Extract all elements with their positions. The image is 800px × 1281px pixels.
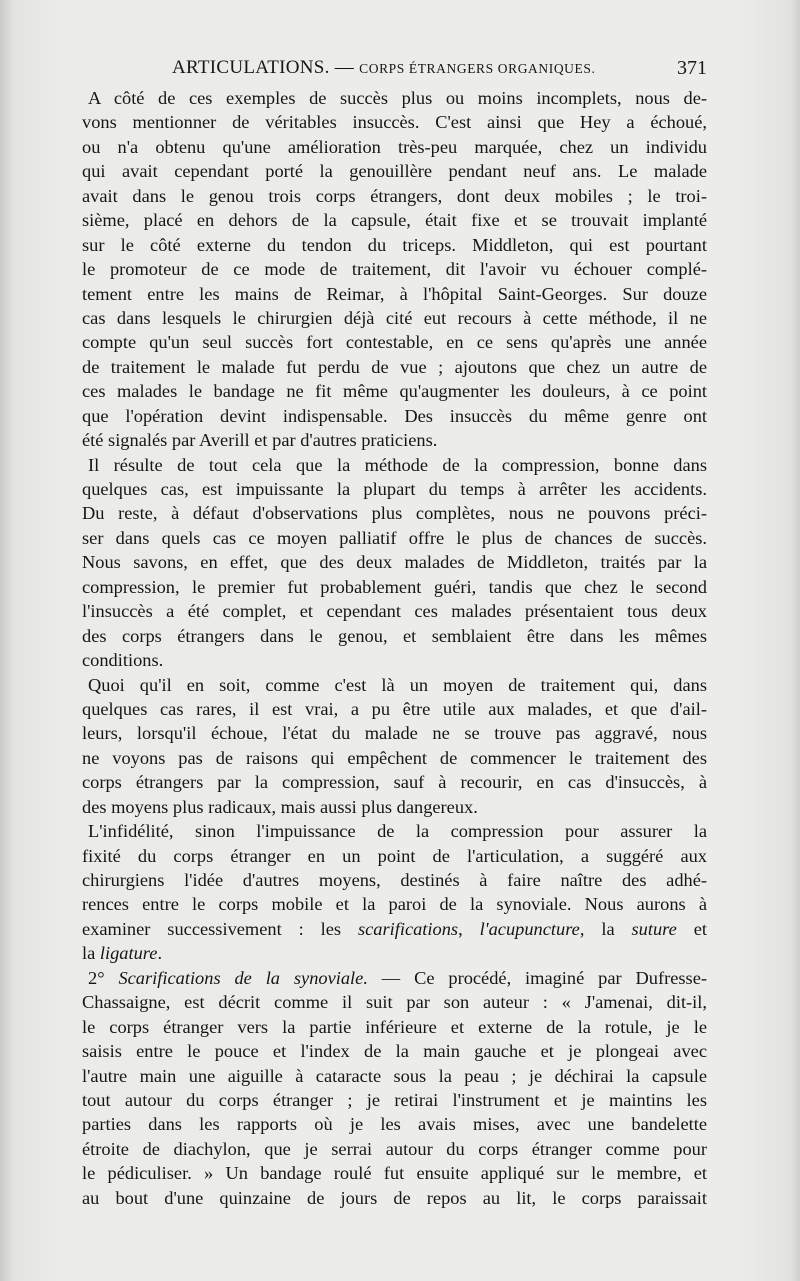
text-line: parties dans les rapports où je les avais mises, avec une bandelette: [82, 1114, 707, 1135]
text-line: le promoteur de ce mode de traitement, dit l'avoir vu échouer complé-: [82, 259, 707, 280]
text-line: Nous savons, en effet, que des deux malades de Middleton, traités par la: [82, 552, 707, 573]
text-line: avait dans le genou trois corps étrangers, dont deux mobiles ; le troi-: [82, 185, 707, 206]
text-line: saisis entre le pouce et l'index de la main gauche et je plongeai avec: [82, 1041, 707, 1062]
text-line: leurs, lorsqu'il échoue, l'état du malade ne se trouve pas aggravé, nous: [82, 723, 707, 744]
text-line: quelques cas rares, il est vrai, a pu être utile aux malades, et que d'ail-: [82, 698, 707, 719]
text-line: sième, placé en dehors de la capsule, était fixe et se trouvait implanté: [82, 210, 707, 231]
text-line: étroite de diachylon, que je serrai autour du corps étranger comme pour: [82, 1138, 707, 1159]
text-line: ser dans quels cas ce moyen palliatif offre le plus de chances de succès.: [82, 527, 707, 548]
page-text: [82, 86, 707, 1235]
term-suture: suture: [631, 918, 677, 939]
text-line: le pédiculiser. » Un bandage roulé fut ensuite appliqué sur le membre, et: [82, 1163, 707, 1184]
text-line: cas dans lesquels le chirurgien déjà cité eut recours à cette méthode, il ne: [82, 307, 707, 328]
text-line: le corps étranger vers la partie inférieure et externe de la rotule, je le: [82, 1016, 707, 1037]
section-heading: Scarifications de la synoviale.: [118, 967, 368, 988]
text-line: Il résulte de tout cela que la méthode de la compression, bonne dans: [88, 454, 707, 475]
running-subtitle: CORPS ÉTRANGERS ORGANIQUES.: [359, 61, 596, 76]
text-line: sur le côté externe du tendon du triceps. Middleton, qui est pourtant: [82, 234, 707, 255]
text-line: été signalés par Averill et par d'autres praticiens.: [82, 430, 438, 451]
text-line: conditions.: [82, 650, 164, 671]
term-acupuncture: l'acupuncture: [479, 918, 580, 939]
running-header: [82, 56, 707, 80]
text-line: examiner successivement : les scarifications, l'acupuncture, la suture et: [82, 918, 707, 939]
text-line: des corps étrangers dans le genou, et semblaient être dans les mêmes: [82, 625, 707, 646]
text-line: Quoi qu'il en soit, comme c'est là un moyen de traitement qui, dans: [88, 674, 707, 695]
text-line: l'autre main une aiguille à cataracte sous la peau ; je déchirai la capsule: [82, 1065, 707, 1086]
text-line: de traitement le malade fut perdu de vue ; ajoutons que chez un autre de: [82, 356, 707, 377]
text-line: tement entre les mains de Reimar, à l'hôpital Saint-Georges. Sur douze: [82, 283, 707, 304]
text-line: qui avait cependant porté la genouillère pendant neuf ans. Le malade: [82, 161, 707, 182]
text-line: fixité du corps étranger en un point de l'articulation, a suggéré aux: [82, 845, 707, 866]
text-line: ces malades le bandage ne fit même qu'augmenter les douleurs, à ce point: [82, 381, 707, 402]
text-line: quelques cas, est impuissante la plupart du temps à arrêter les accidents.: [82, 479, 707, 499]
text-line: L'infidélité, sinon l'impuissance de la compression pour assurer la: [88, 821, 707, 842]
page-number: 371: [677, 57, 707, 79]
text-line: des moyens plus radicaux, mais aussi plus dangereux.: [82, 796, 478, 817]
text-line: rences entre le corps mobile et la paroi de la synoviale. Nous aurons à: [82, 894, 707, 915]
term-scarifications: scarifications: [357, 918, 459, 939]
text-line: la ligature.: [82, 943, 163, 964]
text-line: au bout d'une quinzaine de jours de repos au lit, le corps paraissait: [82, 1187, 707, 1208]
text-line: ou n'a obtenu qu'une amélioration très-peu marquée, chez un individu: [82, 136, 707, 157]
text-line: l'insuccès a été complet, et cependant ces malades présentaient tous deux: [82, 601, 707, 622]
text-line: que l'opération devint indispensable. Des insuccès du même genre ont: [82, 405, 707, 426]
text-line: [82, 1210, 707, 1234]
text-line: ne voyons pas de raisons qui empêchent de commencer le traitement des: [82, 747, 707, 768]
text-line: tout autour du corps étranger ; je retirai l'instrument et je maintins les: [82, 1089, 707, 1110]
text-line: chirurgiens l'idée d'autres moyens, destinés à faire naître des adhé-: [82, 870, 707, 890]
text-line: corps étrangers par la compression, sauf à recourir, en cas d'insuccès, à: [82, 772, 707, 793]
term-ligature: ligature: [99, 943, 158, 964]
text-line: A côté de ces exemples de succès plus ou moins incomplets, nous de-: [88, 88, 707, 108]
text-line: Chassaigne, est décrit comme il suit par son auteur : « J'amenai, dit-il,: [82, 992, 707, 1013]
text-line: Du reste, à défaut d'observations plus complètes, nous ne pouvons préci-: [82, 503, 707, 524]
running-title: ARTICULATIONS. — CORPS ÉTRANGERS ORGANIQUES.: [172, 57, 596, 78]
section-heading-line: 2° Scarifications de la synoviale. — Ce procédé, imaginé par Dufresse-: [88, 967, 707, 988]
text-line: compte qu'un seul succès fort contestable, en ce sens qu'après une année: [82, 332, 707, 353]
text-line: compression, le premier fut probablement guéri, tandis que chez le second: [82, 576, 707, 597]
text-line: vons mentionner de véritables insuccès. C'est ainsi que Hey a échoué,: [82, 112, 707, 133]
